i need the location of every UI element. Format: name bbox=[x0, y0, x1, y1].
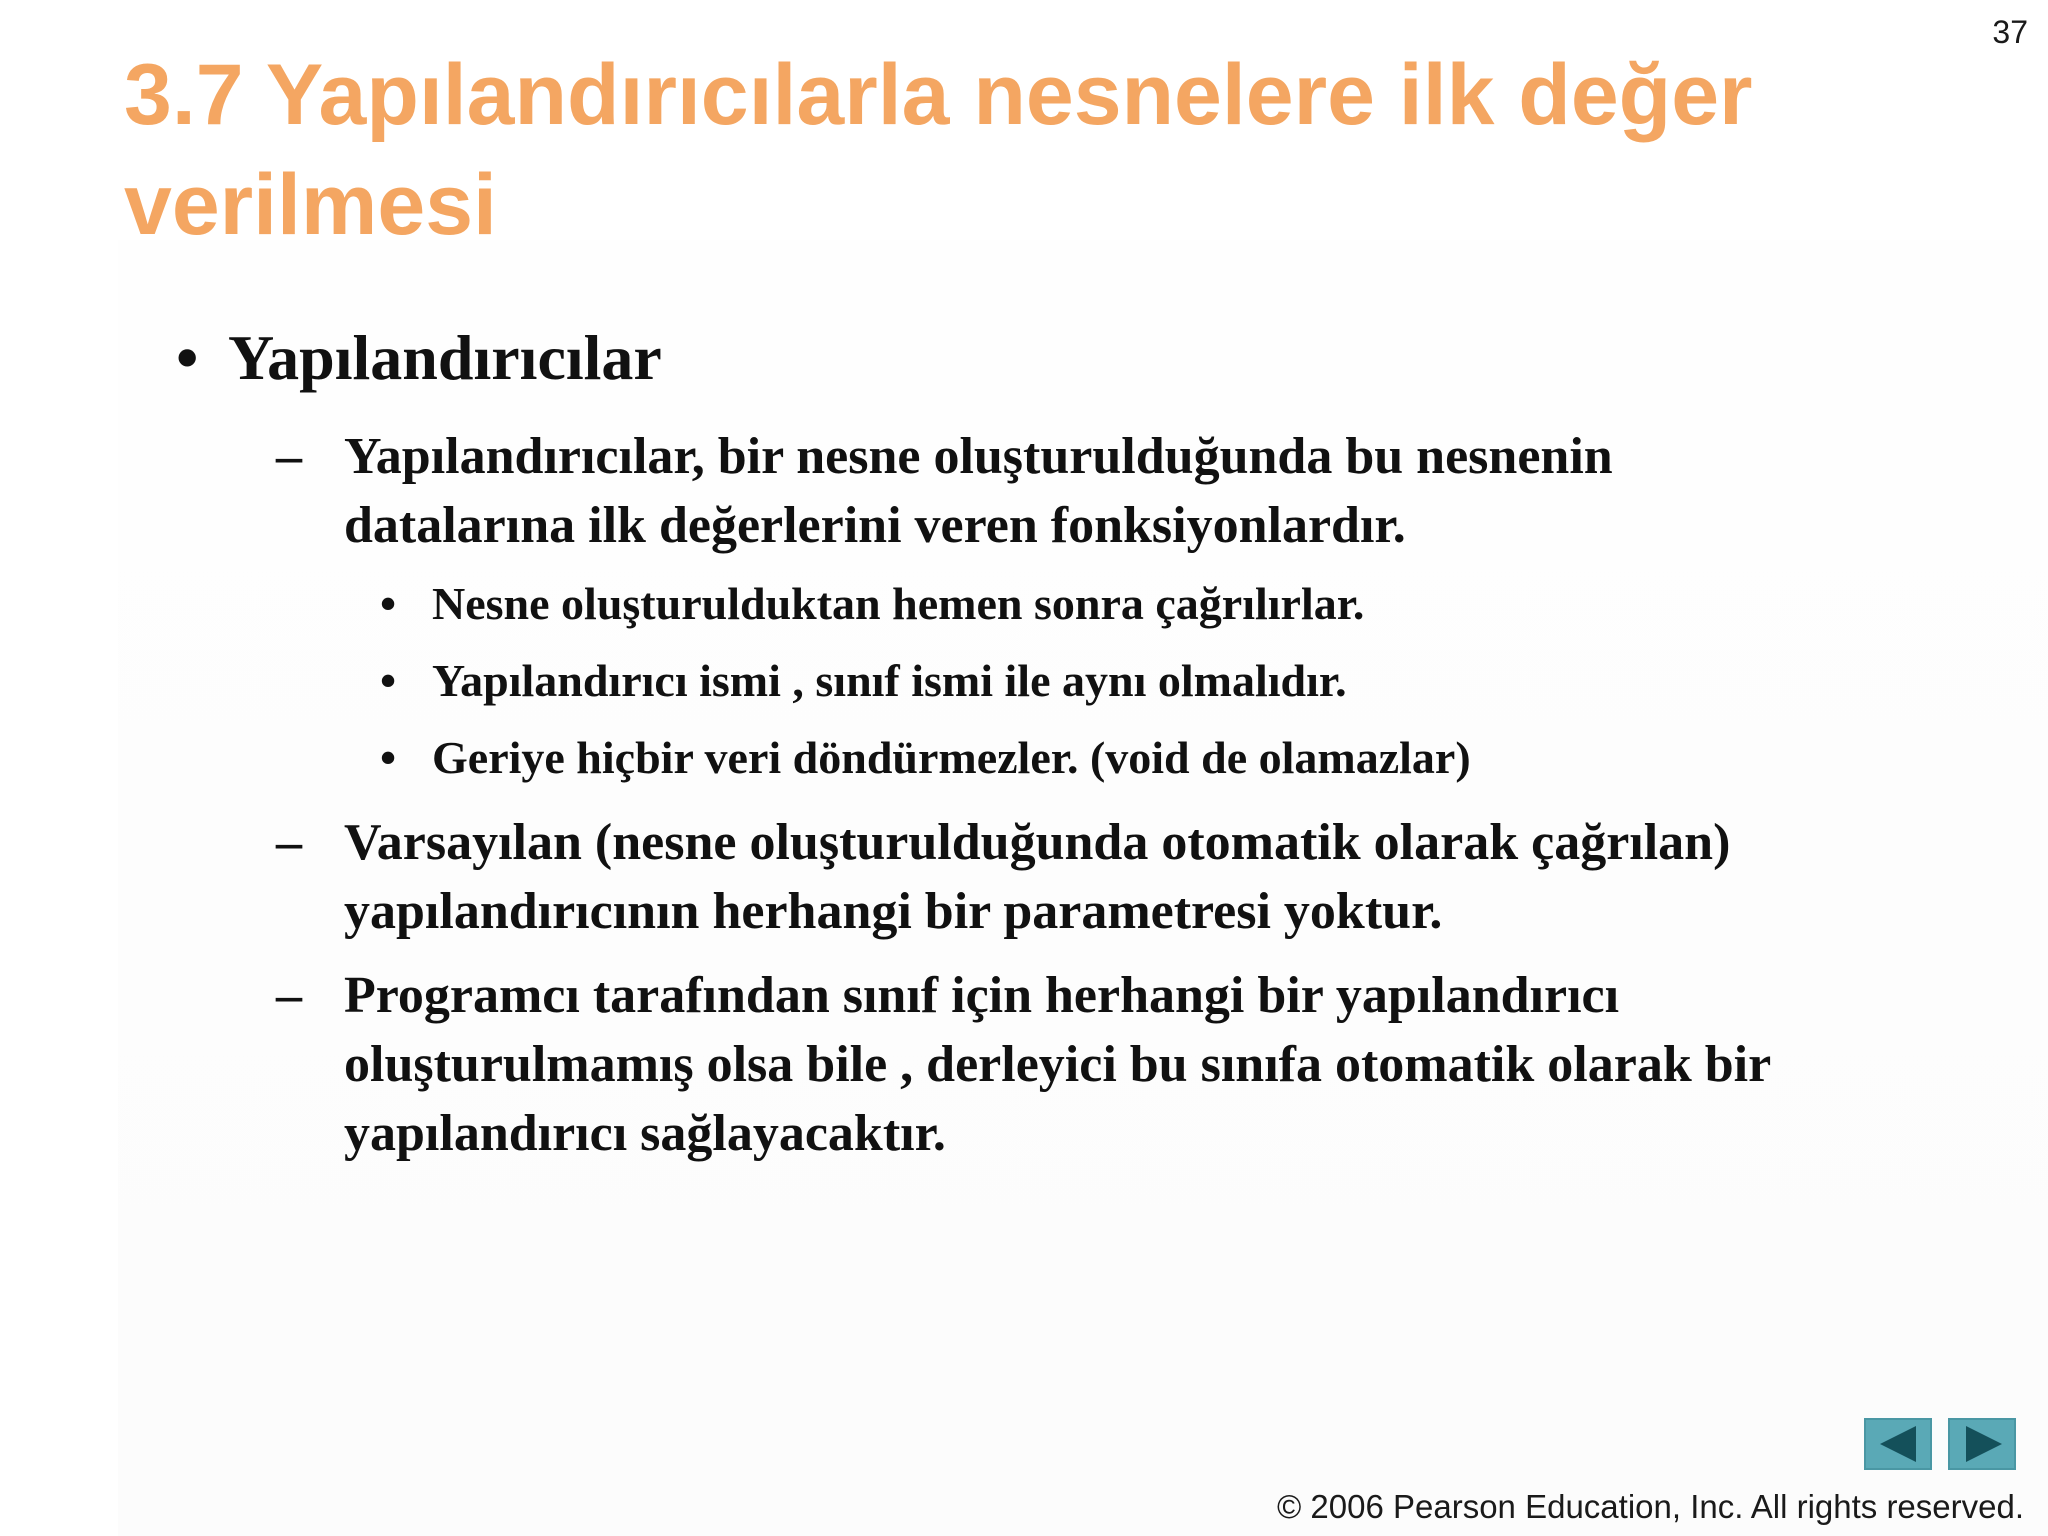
dash-marker: – bbox=[276, 814, 302, 871]
dash-point-3-line-3: yapılandırıcı sağlayacaktır. bbox=[344, 1105, 946, 1162]
sub-bullet-marker: • bbox=[380, 655, 397, 706]
next-slide-button[interactable] bbox=[1948, 1418, 2016, 1470]
dash-point-3-line-2: oluşturulmamış olsa bile , derleyici bu sınıfa otomatik olarak bir bbox=[344, 1036, 1772, 1093]
title-line-1: 3.7 Yapılandırıcılarla nesnelere ilk değer bbox=[124, 47, 1753, 143]
dash-point-2-line-1: Varsayılan (nesne oluşturulduğunda otomatik olarak çağrılan) bbox=[344, 814, 1731, 871]
dash-point-3-line-1: Programcı tarafından sınıf için herhangi bir yapılandırıcı bbox=[344, 967, 1620, 1024]
bullet-heading bbox=[176, 318, 662, 398]
dash-marker: – bbox=[276, 967, 302, 1024]
bullet-marker: • bbox=[176, 322, 199, 393]
bullet-heading-text: Yapılandırıcılar bbox=[228, 322, 662, 393]
sub-point-3-text: Geriye hiçbir veri döndürmezler. (void de olamazlar) bbox=[432, 732, 1471, 783]
slide-number: 37 bbox=[1992, 14, 2028, 50]
dash-marker: – bbox=[276, 428, 302, 485]
previous-slide-button[interactable] bbox=[1864, 1418, 1932, 1470]
dash-point-1-line-2: datalarına ilk değerlerini veren fonksiyonlardır. bbox=[344, 497, 1406, 554]
sub-bullet-marker: • bbox=[380, 578, 397, 629]
dash-point-2-line-2: yapılandırıcının herhangi bir parametresi yoktur. bbox=[344, 883, 1443, 940]
title-line-2: verilmesi bbox=[124, 157, 497, 253]
sub-point-1-text: Nesne oluşturulduktan hemen sonra çağrılırlar. bbox=[432, 578, 1365, 629]
sub-point-2-text: Yapılandırıcı ismi , sınıf ismi ile aynı olmalıdır. bbox=[432, 655, 1347, 706]
copyright-footer: © 2006 Pearson Education, Inc. All rights reserved. bbox=[1276, 1488, 2024, 1525]
dash-point-1-line-1: Yapılandırıcılar, bir nesne oluşturulduğunda bu nesnenin bbox=[344, 428, 1613, 485]
sub-bullet-marker: • bbox=[380, 732, 397, 783]
